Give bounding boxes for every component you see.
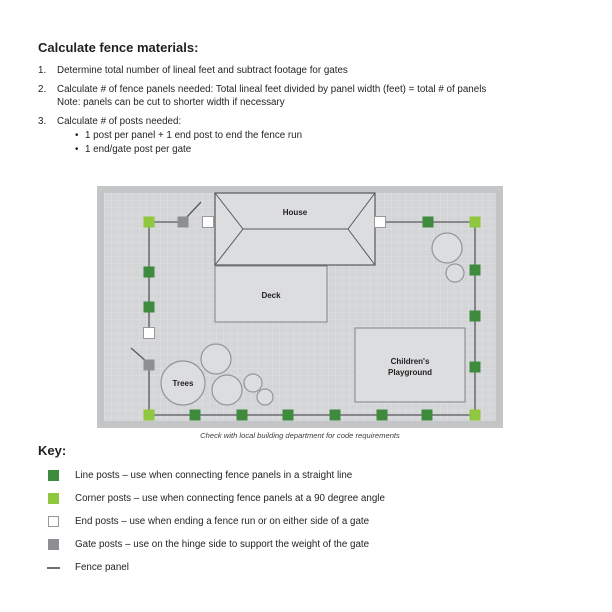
line-post xyxy=(470,362,481,373)
playground-label-line2: Playground xyxy=(387,368,433,377)
tree-circle xyxy=(257,389,273,405)
key-item-line-posts xyxy=(38,464,385,487)
playground-structure xyxy=(355,328,465,402)
deck-label: Deck xyxy=(261,291,281,300)
diagram-caption: Check with local building department for code requirements xyxy=(200,431,400,440)
step-2-text xyxy=(57,83,590,109)
line-post xyxy=(144,302,155,313)
end-post-swatch-icon xyxy=(48,516,59,527)
step-3-text xyxy=(57,115,590,157)
key-item-label: Fence panel xyxy=(75,562,129,573)
house-label: House xyxy=(282,208,308,217)
line-post xyxy=(423,217,434,228)
gate-post xyxy=(178,217,189,228)
step-3 xyxy=(38,115,590,157)
line-post-swatch-icon xyxy=(48,470,59,481)
house-structure xyxy=(215,193,375,265)
line-post xyxy=(190,410,201,421)
yard-plan-diagram xyxy=(97,186,503,428)
corner-post xyxy=(470,410,481,421)
step-2-line1: Calculate # of fence panels needed: Total lineal feet divided by panel width (feet) = total # of panels xyxy=(57,84,487,95)
line-post xyxy=(422,410,433,421)
bullet-item xyxy=(75,129,590,143)
trees-label: Trees xyxy=(172,379,194,388)
step-3-number: 3. xyxy=(38,116,47,127)
gate-post xyxy=(144,360,155,371)
end-post xyxy=(375,217,386,228)
line-post xyxy=(283,410,294,421)
step-2-number: 2. xyxy=(38,84,47,95)
line-post xyxy=(330,410,341,421)
instructions-section xyxy=(38,40,590,163)
bush-circle xyxy=(446,264,464,282)
line-post xyxy=(237,410,248,421)
key-item-label: Line posts – use when connecting fence panels in a straight line xyxy=(75,470,353,481)
gate-post-swatch-icon xyxy=(48,539,59,550)
key-item-label: Corner posts – use when connecting fence panels at a 90 degree angle xyxy=(75,493,385,504)
tree-circle xyxy=(212,375,242,405)
key-item-gate-posts xyxy=(38,533,385,556)
step-2 xyxy=(38,83,590,109)
end-post xyxy=(144,328,155,339)
page-title: Calculate fence materials: xyxy=(38,40,199,55)
key-item-label: End posts – use when ending a fence run or on either side of a gate xyxy=(75,516,370,527)
deck-structure xyxy=(215,266,327,322)
line-post xyxy=(144,267,155,278)
bullet-item xyxy=(75,143,590,157)
step-2-note: Note: panels can be cut to shorter width if necessary xyxy=(57,97,285,108)
bullet-glyph: • xyxy=(75,130,79,141)
playground-label-line1: Children's xyxy=(390,357,430,366)
key-item-end-posts xyxy=(38,510,385,533)
corner-post xyxy=(144,217,155,228)
yard-plan-svg xyxy=(97,186,503,428)
end-post xyxy=(203,217,214,228)
corner-post xyxy=(144,410,155,421)
line-post xyxy=(470,311,481,322)
tree-circle xyxy=(244,374,262,392)
bullet-glyph: • xyxy=(75,144,79,155)
key-item-label: Gate posts – use on the hinge side to support the weight of the gate xyxy=(75,539,370,550)
corner-post xyxy=(470,217,481,228)
line-post xyxy=(470,265,481,276)
bullet-1-text: 1 post per panel + 1 end post to end the fence run xyxy=(85,130,303,141)
key-item-fence-panel xyxy=(38,556,385,579)
step-1 xyxy=(38,64,590,77)
corner-post-swatch-icon xyxy=(48,493,59,504)
step-3-bullets xyxy=(75,129,590,157)
bush-circle xyxy=(432,233,462,263)
bullet-2-text: 1 end/gate post per gate xyxy=(85,144,192,155)
key-item-corner-posts xyxy=(38,487,385,510)
key-title: Key: xyxy=(38,443,67,458)
fence-panel-swatch-icon xyxy=(48,562,59,573)
key-section xyxy=(38,443,385,579)
step-3-line1: Calculate # of posts needed: xyxy=(57,116,182,127)
line-post xyxy=(377,410,388,421)
tree-circle xyxy=(201,344,231,374)
step-1-text: Determine total number of lineal feet and subtract footage for gates xyxy=(57,65,348,76)
step-1-number: 1. xyxy=(38,65,47,76)
